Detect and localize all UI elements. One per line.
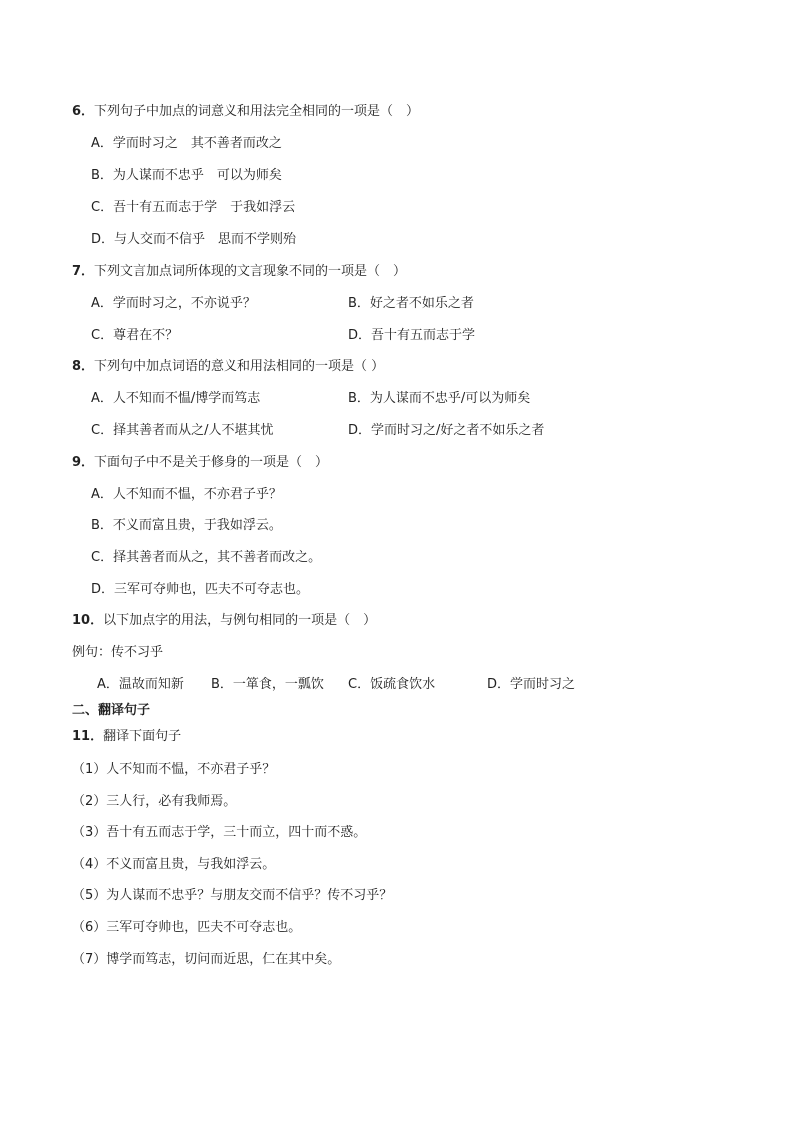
item-number: （7） xyxy=(72,952,107,967)
option-text: 与人交而不信乎 思而不学则殆 xyxy=(114,232,297,247)
option-8a xyxy=(91,390,260,408)
option-label: B． xyxy=(211,677,233,692)
option-10d xyxy=(487,676,575,694)
option-label: B． xyxy=(348,391,370,406)
option-text: 人不知而不愠，不亦君子乎？ xyxy=(112,487,282,502)
question-stem: 下列句中加点词语的意义和用法相同的一项是（ ） xyxy=(94,359,385,374)
item-text: 三军可夺帅也，匹夫不可夺志也。 xyxy=(106,920,302,935)
option-label: D． xyxy=(91,232,115,247)
option-label: A． xyxy=(91,391,113,406)
option-6b xyxy=(91,167,282,185)
option-8d xyxy=(348,422,544,440)
option-text: 温故而知新 xyxy=(118,677,184,692)
option-9d xyxy=(91,581,309,599)
option-label: D． xyxy=(348,423,372,438)
option-text: 学而时习之，不亦说乎？ xyxy=(112,296,256,311)
option-label: B． xyxy=(91,168,113,183)
option-label: C． xyxy=(348,677,371,692)
option-10a xyxy=(97,676,184,694)
question-11 xyxy=(72,728,181,746)
option-7b xyxy=(348,295,474,313)
option-label: D． xyxy=(348,328,372,343)
option-label: B． xyxy=(91,518,113,533)
question-9 xyxy=(72,454,328,472)
option-text: 饭疏食饮水 xyxy=(370,677,436,692)
item-text: 博学而笃志，切问而近思，仁在其中矣。 xyxy=(106,952,341,967)
question-6 xyxy=(72,103,419,121)
option-text: 学而时习之/好之者不如乐之者 xyxy=(371,423,545,438)
option-label: D． xyxy=(91,582,115,597)
option-text: 择其善者而从之/人不堪其忧 xyxy=(113,423,274,438)
option-text: 人不知而不愠/博学而笃志 xyxy=(112,391,261,406)
item-number: （1） xyxy=(72,762,107,777)
option-text: 一箪食，一瓢饮 xyxy=(232,677,324,692)
option-8c xyxy=(91,422,273,440)
option-7c xyxy=(91,327,178,345)
option-6d xyxy=(91,231,296,249)
translate-item-3 xyxy=(72,824,366,842)
option-label: A． xyxy=(91,136,113,151)
option-9c xyxy=(91,549,321,567)
option-label: C． xyxy=(91,328,114,343)
question-stem: 下列文言加点词所体现的文言现象不同的一项是（ ） xyxy=(94,264,407,279)
translate-item-1 xyxy=(72,761,275,779)
option-text: 好之者不如乐之者 xyxy=(369,296,474,311)
question-number: 8． xyxy=(72,359,95,374)
option-text: 为人谋而不忠乎 可以为师矣 xyxy=(112,168,282,183)
translate-item-4 xyxy=(72,856,275,874)
question-stem: 以下加点字的用法，与例句相同的一项是（ ） xyxy=(103,613,377,628)
translate-item-7 xyxy=(72,951,340,969)
item-number: （4） xyxy=(72,857,107,872)
item-number: （5） xyxy=(72,888,107,903)
option-label: A． xyxy=(97,677,119,692)
option-label: A． xyxy=(91,487,113,502)
question-number: 10． xyxy=(72,613,104,628)
option-text: 为人谋而不忠乎/可以为师矣 xyxy=(369,391,531,406)
option-text: 尊君在不？ xyxy=(113,328,179,343)
option-label: B． xyxy=(348,296,370,311)
question-10 xyxy=(72,612,376,630)
question-number: 11． xyxy=(72,729,104,744)
option-text: 学而时习之 xyxy=(510,677,576,692)
item-text: 吾十有五而志于学，三十而立，四十而不惑。 xyxy=(106,825,367,840)
item-text: 人不知而不愠，不亦君子乎？ xyxy=(106,762,276,777)
option-text: 吾十有五而志于学 于我如浮云 xyxy=(113,200,296,215)
item-number: （6） xyxy=(72,920,107,935)
option-7d xyxy=(348,327,475,345)
item-text: 三人行，必有我师焉。 xyxy=(106,794,237,809)
translate-item-5 xyxy=(72,887,392,905)
option-10c xyxy=(348,676,435,694)
option-6c xyxy=(91,199,295,217)
option-8b xyxy=(348,390,530,408)
item-text: 不义而富且贵，与我如浮云。 xyxy=(106,857,276,872)
question-number: 7． xyxy=(72,264,95,279)
option-text: 不义而富且贵，于我如浮云。 xyxy=(112,518,282,533)
section-title: 二、翻译句子 xyxy=(72,703,151,718)
option-label: C． xyxy=(91,423,114,438)
question-stem: 翻译下面句子 xyxy=(103,729,182,744)
question-stem: 下列句子中加点的词意义和用法完全相同的一项是（ ） xyxy=(94,104,420,119)
option-10b xyxy=(211,676,324,694)
translate-item-6 xyxy=(72,919,301,937)
item-number: （2） xyxy=(72,794,107,809)
option-9a xyxy=(91,486,282,504)
option-9b xyxy=(91,517,282,535)
option-label: A． xyxy=(91,296,113,311)
question-stem: 下面句子中不是关于修身的一项是（ ） xyxy=(94,455,329,470)
option-label: C． xyxy=(91,550,114,565)
option-label: C． xyxy=(91,200,114,215)
option-label: D． xyxy=(487,677,511,692)
translate-item-2 xyxy=(72,793,236,811)
option-7a xyxy=(91,295,256,313)
item-number: （3） xyxy=(72,825,107,840)
option-text: 吾十有五而志于学 xyxy=(371,328,476,343)
question-number: 9． xyxy=(72,455,95,470)
option-text: 三军可夺帅也，匹夫不可夺志也。 xyxy=(114,582,310,597)
item-text: 为人谋而不忠乎？与朋友交而不信乎？传不习乎？ xyxy=(106,888,393,903)
option-6a xyxy=(91,135,282,153)
option-text: 学而时习之 其不善者而改之 xyxy=(112,136,282,151)
example-sentence: 例句：传不习乎 xyxy=(72,645,164,660)
question-number: 6． xyxy=(72,104,95,119)
question-8 xyxy=(72,358,384,376)
question-7 xyxy=(72,263,406,281)
option-text: 择其善者而从之，其不善者而改之。 xyxy=(113,550,322,565)
